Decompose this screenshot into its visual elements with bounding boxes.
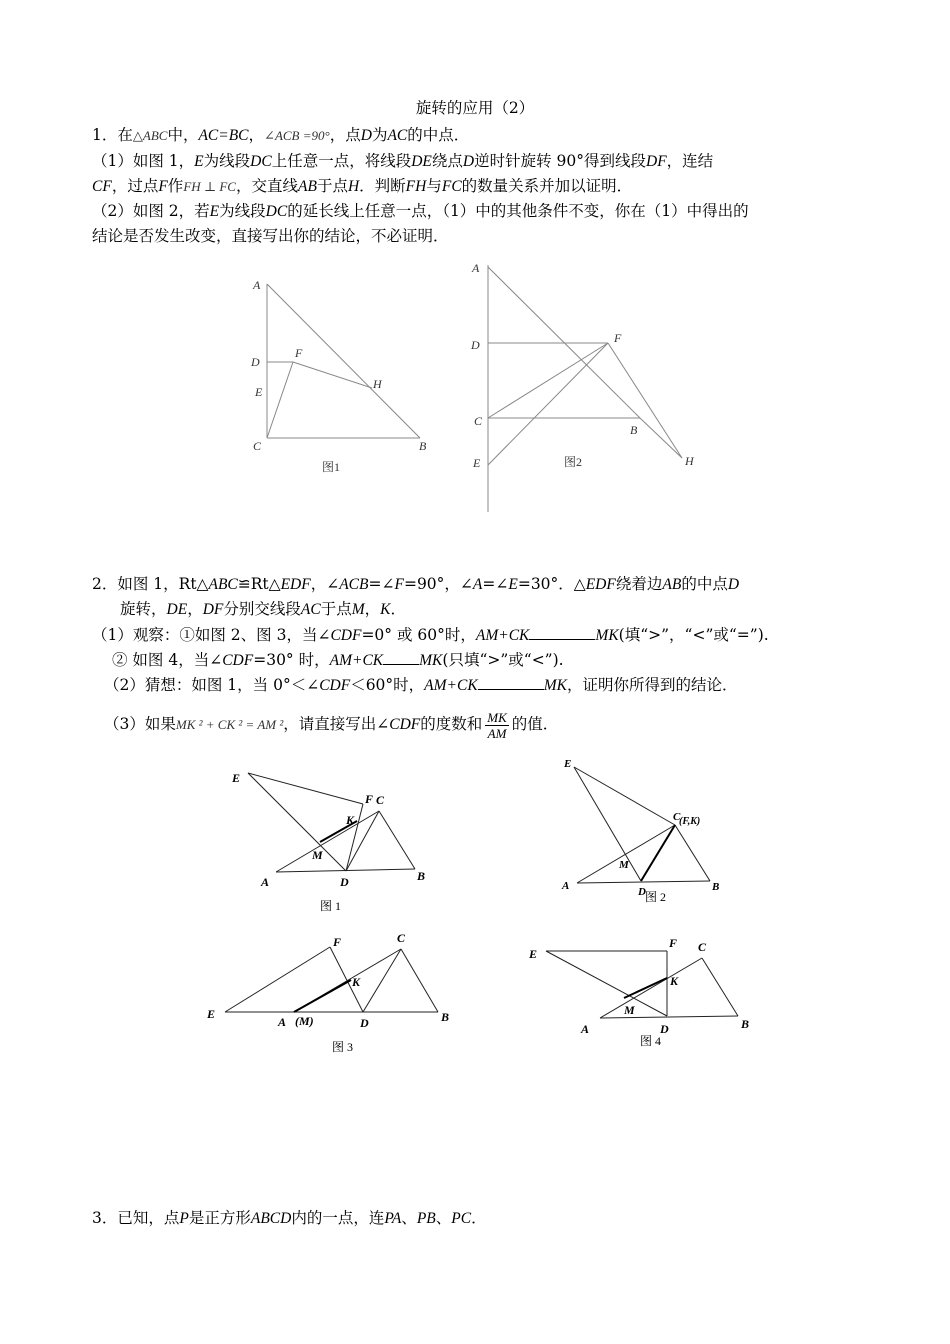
- text: （1）观察：①如图 2、图 3，当∠: [92, 626, 331, 644]
- math: DE: [166, 601, 188, 618]
- text: 逆时针旋转 90°得到线段: [474, 152, 646, 170]
- q2-observation-2: [112, 649, 564, 672]
- text: （3）如果: [104, 715, 176, 733]
- text: ．判断: [359, 177, 406, 195]
- math: DF: [646, 153, 667, 170]
- math: E: [209, 203, 220, 220]
- text: 作: [167, 177, 184, 195]
- fraction-mk-am: [485, 710, 509, 741]
- q1-text: 为: [371, 126, 388, 144]
- math: EDF: [280, 576, 311, 593]
- text: 2．如图 1，Rt△: [92, 575, 209, 593]
- math: AM+CK: [475, 627, 530, 644]
- label-fk: (F,K): [679, 816, 701, 827]
- text: =30°．△: [517, 575, 586, 593]
- figure-caption: 图2: [564, 455, 583, 469]
- label-c: C: [253, 439, 262, 453]
- text: 3．已知，点: [92, 1209, 180, 1227]
- label-e: E: [255, 385, 263, 399]
- math: D: [727, 576, 740, 593]
- segment-ab: [267, 284, 420, 438]
- math: FH: [405, 178, 427, 195]
- text: ，交直线: [235, 177, 298, 195]
- text: 于点: [316, 177, 348, 195]
- label-m: M: [312, 848, 323, 862]
- text: 、: [401, 1209, 417, 1227]
- text: 为线段: [219, 202, 266, 220]
- math: CDF: [389, 716, 421, 733]
- label-b: B: [630, 423, 638, 437]
- label-f: F: [365, 792, 374, 806]
- label-b: B: [712, 881, 720, 893]
- text: 内的一点，连: [291, 1209, 385, 1227]
- text: 的值．: [511, 715, 559, 733]
- math: EDF: [585, 576, 616, 593]
- label-c: C: [474, 414, 483, 428]
- text: 的数量关系并加以证明．: [461, 177, 633, 195]
- text: ② 如图 4，当∠: [112, 651, 223, 669]
- segment-cb: [401, 949, 438, 1012]
- text: 、: [435, 1209, 452, 1227]
- label-f: F: [669, 936, 678, 950]
- q3-stem: [92, 1207, 487, 1230]
- math: K: [380, 601, 391, 618]
- segment-ac: [276, 811, 379, 872]
- text: =∠: [368, 575, 395, 593]
- figure-caption: 图 1: [320, 899, 342, 913]
- segment-mk: [294, 980, 351, 1012]
- figure-caption: 图 4: [640, 1034, 662, 1048]
- segment-ed: [248, 773, 346, 871]
- math: P: [179, 1210, 189, 1227]
- math: E: [194, 153, 204, 170]
- math: CDF: [222, 652, 254, 669]
- q2-figure-1: [220, 765, 440, 915]
- label-a: A: [261, 875, 270, 889]
- math: F: [158, 178, 168, 195]
- text: 的度数和: [420, 715, 483, 733]
- math: AC: [300, 601, 321, 618]
- segment-fh: [608, 343, 682, 458]
- text: ，连结: [666, 152, 714, 170]
- label-d: D: [251, 355, 260, 369]
- q1-part1-line1: [92, 150, 713, 173]
- label-e: E: [529, 947, 538, 961]
- math: PB: [416, 1210, 436, 1227]
- text: ，请直接写出∠: [283, 715, 390, 733]
- segment-bh: [640, 418, 682, 458]
- q1-text: ，点: [329, 126, 361, 144]
- label-f: F: [295, 346, 303, 360]
- text: =∠: [482, 575, 509, 593]
- page-title: 旋转的应用（2）: [415, 99, 535, 117]
- label-e: E: [207, 1007, 216, 1021]
- label-f: F: [333, 935, 342, 949]
- answer-blank[interactable]: [529, 624, 595, 640]
- text: (只填“>”或“<”).: [442, 651, 564, 669]
- perpendicular-formula: FH ⊥ FC: [183, 179, 236, 194]
- q1-part1-line2: [92, 175, 632, 198]
- segment-cb: [675, 825, 710, 881]
- text: 分别交线段: [223, 600, 301, 618]
- label-m: M: [619, 859, 629, 871]
- figure-caption: 图 2: [645, 890, 667, 904]
- math: H: [347, 178, 360, 195]
- segment-mk: [624, 978, 667, 998]
- q1-text: 中，: [167, 126, 199, 144]
- q1-text: ，: [248, 126, 265, 144]
- q2-line2: [120, 598, 406, 621]
- segment-cd: [363, 949, 401, 1012]
- label-m: (M): [295, 1014, 314, 1028]
- q1-segment: AC: [387, 127, 408, 144]
- text: =90°，∠: [403, 575, 473, 593]
- math: ABC: [208, 576, 238, 593]
- figure-caption: 图 3: [332, 1040, 354, 1054]
- math: CF: [92, 178, 112, 195]
- math: CDF: [330, 627, 362, 644]
- label-d: D: [638, 886, 646, 898]
- segment-ac: [577, 825, 675, 883]
- segment-cb: [702, 958, 738, 1016]
- label-a: A: [472, 261, 480, 275]
- math: PC: [451, 1210, 472, 1227]
- math: DC: [265, 203, 288, 220]
- segment-fc: [488, 343, 608, 418]
- answer-blank[interactable]: [383, 649, 419, 665]
- q2-guess: [104, 674, 737, 697]
- math: PA: [384, 1210, 402, 1227]
- math: DE: [411, 153, 432, 170]
- q1-figure-2: [460, 255, 710, 515]
- label-c: C: [698, 940, 707, 954]
- label-b: B: [419, 439, 427, 453]
- label-k: K: [352, 975, 361, 989]
- segment-cb: [379, 811, 415, 869]
- math: MK: [419, 652, 443, 669]
- math: AB: [662, 576, 682, 593]
- label-d: D: [660, 1022, 669, 1036]
- math: ACB: [339, 576, 369, 593]
- q2-figure-3: [200, 925, 465, 1060]
- math: M: [351, 601, 365, 618]
- label-a: A: [581, 1022, 590, 1036]
- label-h: H: [373, 377, 382, 391]
- segment-ef: [225, 947, 330, 1012]
- text: 上任意一点，将线段: [271, 152, 412, 170]
- answer-blank[interactable]: [478, 674, 544, 690]
- label-c: C: [397, 931, 406, 945]
- fraction-numerator: MK: [487, 709, 507, 725]
- text: 于点: [320, 600, 352, 618]
- math: MK: [543, 677, 567, 694]
- label-a: A: [278, 1015, 287, 1029]
- math: AM+CK: [424, 677, 478, 694]
- q1-triangle: △ABC: [132, 128, 168, 143]
- text: ，∠: [310, 575, 340, 593]
- text: ，证明你所得到的结论．: [566, 676, 738, 694]
- text: （1）如图 1，: [92, 152, 195, 170]
- label-m: M: [624, 1003, 635, 1017]
- label-e: E: [564, 758, 572, 770]
- q1-text: 的中点．: [407, 126, 470, 144]
- text: 的中点: [681, 575, 728, 593]
- math: ABCD: [250, 1210, 292, 1227]
- q1-point: D: [360, 127, 372, 144]
- q1-angle: ∠ACB =90°: [264, 128, 330, 143]
- math: MK: [595, 627, 619, 644]
- label-d: D: [340, 875, 349, 889]
- segment-ab: [600, 1016, 738, 1018]
- text: ≌Rt△: [237, 575, 281, 593]
- text: 绕着边: [615, 575, 663, 593]
- segment-fe: [488, 343, 608, 465]
- text: =0° 或 60°时，: [361, 626, 476, 644]
- text: ＜60°时，: [350, 676, 425, 694]
- label-b: B: [441, 1010, 450, 1024]
- label-a: A: [253, 278, 261, 292]
- label-d: D: [471, 338, 480, 352]
- q2-observation-1: [92, 624, 769, 647]
- text: 为线段: [203, 152, 251, 170]
- label-e: E: [473, 456, 481, 470]
- math: AB: [298, 178, 317, 195]
- label-d: D: [360, 1016, 369, 1030]
- label-b: B: [417, 869, 426, 883]
- q2-figure-4: [520, 930, 760, 1055]
- q1-part2-line1: [92, 200, 749, 223]
- math: AM+CK: [329, 652, 384, 669]
- segment-fc: [267, 362, 293, 438]
- text: ．: [390, 600, 407, 618]
- text: （2）猜想：如图 1，当 0°＜∠: [104, 676, 320, 694]
- text: 的延长线上任意一点，（1）中的其他条件不变，你在（1）中得出的: [287, 202, 749, 220]
- label-c: C: [673, 811, 681, 823]
- label-f: F: [614, 331, 622, 345]
- text: ，: [364, 600, 381, 618]
- segment-ec: [574, 767, 675, 825]
- math: F: [394, 576, 404, 593]
- math: DC: [250, 153, 272, 170]
- segment-cd: [641, 825, 675, 881]
- segment-ab: [577, 881, 710, 883]
- segment-ed: [574, 767, 641, 881]
- segment-fh: [293, 362, 372, 388]
- q1-figure-1: [240, 270, 440, 485]
- label-k: K: [670, 974, 679, 988]
- math: CDF: [319, 677, 351, 694]
- q1-part2-line2: 结论是否发生改变，直接写出你的结论，不必证明．: [92, 227, 449, 245]
- text: =30° 时，: [253, 651, 330, 669]
- label-b: B: [741, 1017, 750, 1031]
- q2-line1: [92, 573, 739, 596]
- segment-ed: [546, 951, 667, 1016]
- label-h: H: [685, 454, 694, 468]
- math: FC: [441, 178, 462, 195]
- q1-number: 1．在: [92, 126, 133, 144]
- math: DF: [202, 601, 224, 618]
- text: ，过点: [111, 177, 159, 195]
- q1-stem: [92, 124, 469, 147]
- text: ，: [187, 600, 203, 618]
- math: E: [508, 576, 518, 593]
- label-e: E: [232, 771, 241, 785]
- label-a: A: [562, 880, 570, 892]
- text: (填“>”，“<”或“=”).: [618, 626, 769, 644]
- text: ．: [471, 1209, 487, 1227]
- text: （2）如图 2，若: [92, 202, 210, 220]
- segment-ab: [276, 869, 415, 872]
- pythagorean-formula: MK ² + CK ² = AM ²: [175, 717, 284, 732]
- q2-part3: [104, 707, 558, 742]
- fraction-denominator: AM: [487, 725, 507, 741]
- q2-figure-2: [555, 755, 735, 910]
- text: 与: [426, 177, 442, 195]
- segment-ef: [248, 773, 363, 804]
- q1-equation: AC=BC: [198, 127, 249, 144]
- text: 旋转，: [120, 600, 167, 618]
- math: D: [462, 153, 475, 170]
- text: 绕点: [431, 152, 463, 170]
- figure-caption: 图1: [322, 460, 341, 474]
- math: A: [472, 576, 483, 593]
- label-k: K: [346, 813, 355, 827]
- label-c: C: [376, 793, 385, 807]
- text: 是正方形: [188, 1209, 251, 1227]
